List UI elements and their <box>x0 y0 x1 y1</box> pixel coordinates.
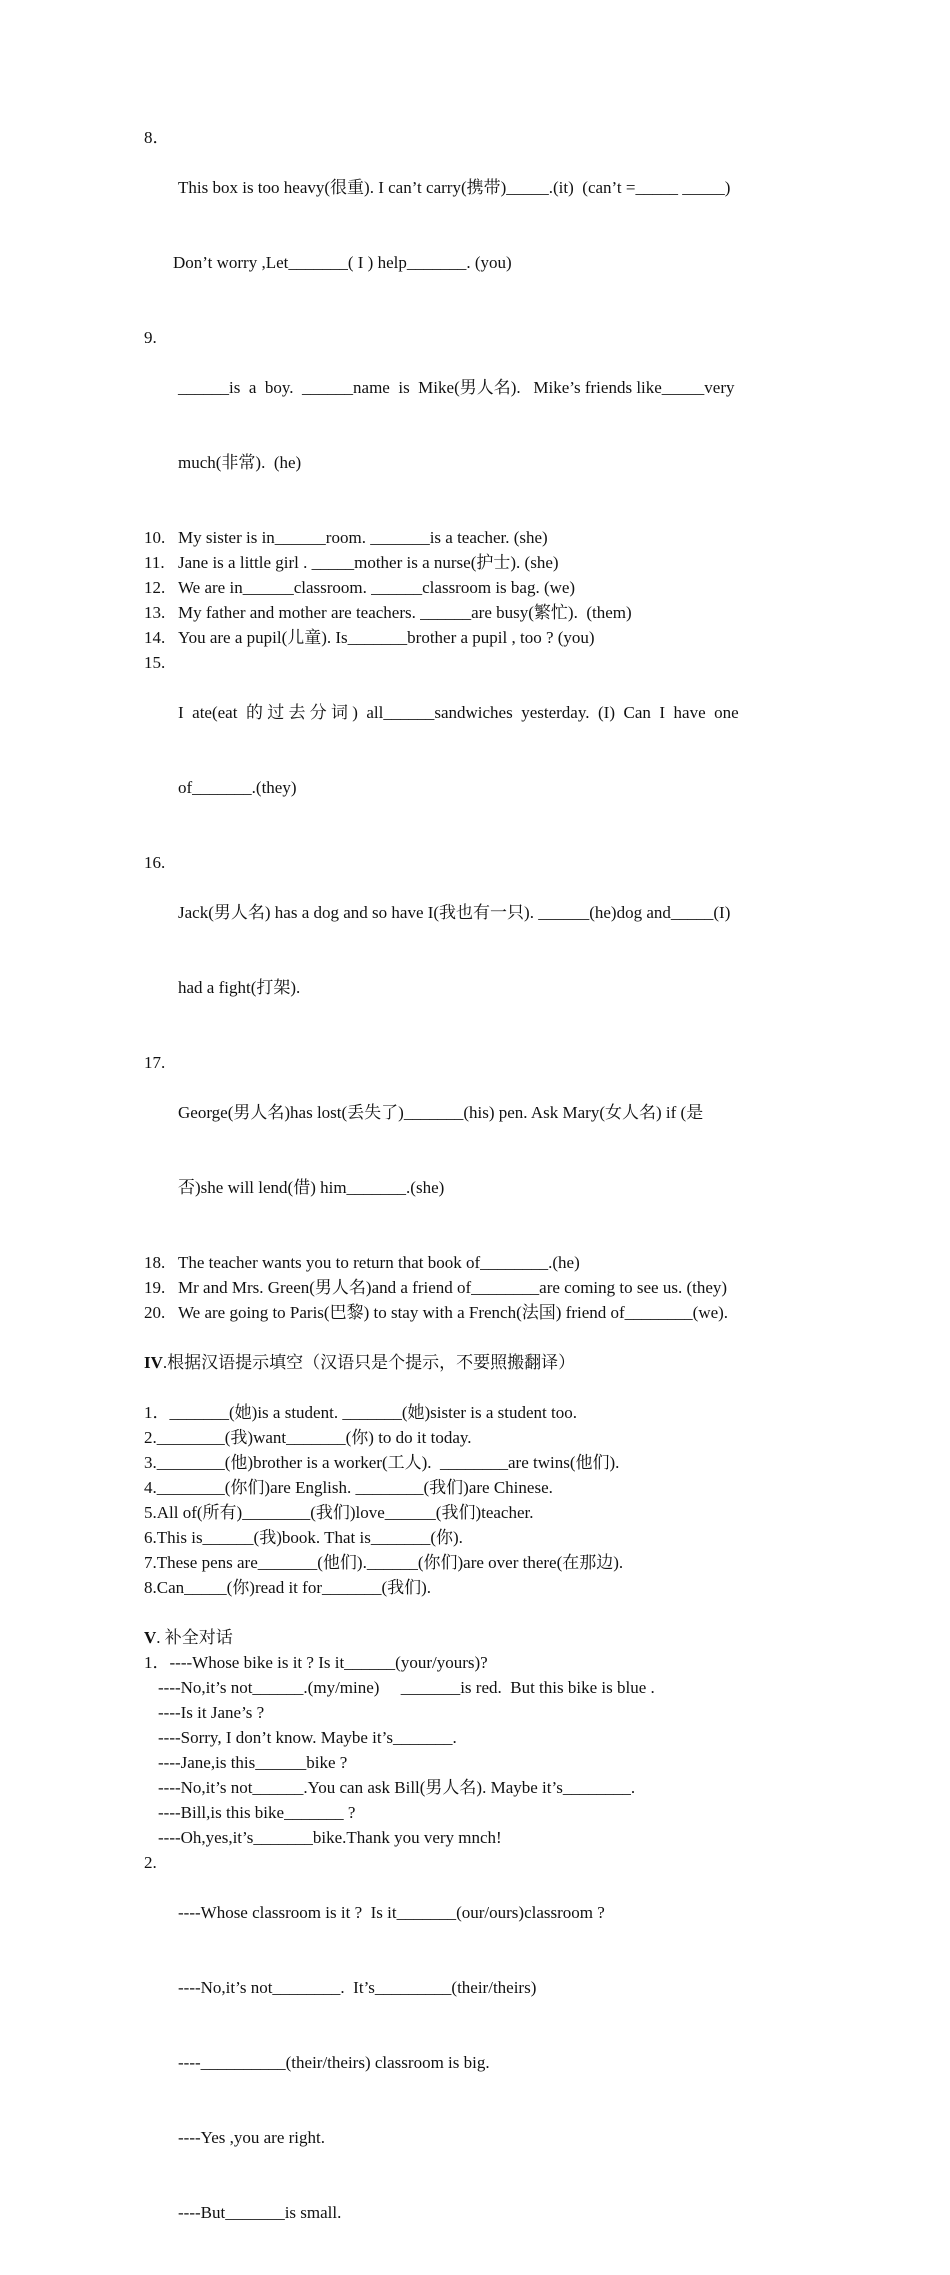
item-line: My sister is in______room. _______is a teacher. (she) <box>178 528 548 547</box>
exercise-item-18 <box>144 1250 814 1275</box>
item-line: This box is too heavy(很重). I can’t carry(携带)_____.(it) (can’t =_____ _____) <box>178 178 731 197</box>
section-5-heading <box>144 1625 950 1650</box>
item-line: George(男人名)has lost(丢失了)_______(his) pen. Ask Mary(女人名) if (是 <box>178 1103 704 1122</box>
exercise-item-20 <box>144 1300 814 1325</box>
fill-in-item-3: 3.________(他)brother is a worker(工人). ________are twins(他们). <box>144 1453 620 1472</box>
dialog-line: ----Yes ,you are right. <box>178 2128 325 2147</box>
section-4-heading <box>144 1350 950 1375</box>
dialog-2-number: 2. <box>144 1853 157 1872</box>
exercise-item-10 <box>144 525 814 550</box>
section-4-numeral: IV <box>144 1353 163 1372</box>
dialog-line: ----Whose classroom is it ? Is it_______(our/ours)classroom ? <box>178 1903 605 1922</box>
exercise-item-8 <box>144 125 814 325</box>
dialog-line: ----No,it’s not______.(my/mine) _______is red. But this bike is blue . <box>158 1678 655 1697</box>
item-number: 11. <box>144 553 165 572</box>
dialog-1 <box>144 1650 950 1850</box>
dialog-line: ----__________(their/theirs) classroom is big. <box>178 2053 490 2072</box>
item-line: Jane is a little girl . _____mother is a nurse(护士). (she) <box>178 553 559 572</box>
section-5-title: . 补全对话 <box>156 1628 233 1647</box>
dialog-line: ----Whose bike is it ? Is it______(your/yours)? <box>169 1653 488 1672</box>
item-number: 9. <box>144 328 157 347</box>
exercise-item-19 <box>144 1275 814 1300</box>
item-line: My father and mother are teachers. ______are busy(繁忙). (them) <box>178 603 632 622</box>
item-line: Don’t worry ,Let_______( I ) help_______. (you) <box>173 253 512 272</box>
item-number: 12. <box>144 578 166 597</box>
item-number: 16. <box>144 853 166 872</box>
exercise-item-16 <box>144 850 814 1050</box>
exercise-item-14 <box>144 625 814 650</box>
item-line: much(非常). (he) <box>178 453 302 472</box>
item-line: Jack(男人名) has a dog and so have I(我也有一只). ______(he)dog and_____(I) <box>178 903 731 922</box>
dialog-line: ----Sorry, I don’t know. Maybe it’s_______. <box>158 1728 457 1747</box>
dialog-1-number: 1． <box>144 1653 170 1672</box>
item-line: You are a pupil(儿童). Is_______brother a pupil , too ? (you) <box>178 628 595 647</box>
pronoun-exercise-list <box>0 125 950 1325</box>
item-line: had a fight(打架). <box>178 978 301 997</box>
item-line: Mr and Mrs. Green(男人名)and a friend of________are coming to see us. (they) <box>178 1278 728 1297</box>
item-number: 18. <box>144 1253 166 1272</box>
worksheet-page <box>0 125 950 2275</box>
item-number: 17. <box>144 1053 166 1072</box>
item-number: 10. <box>144 528 166 547</box>
exercise-item-11 <box>144 550 814 575</box>
exercise-item-15 <box>144 650 814 850</box>
fill-in-item-1: 1．_______(她)is a student. _______(她)sister is a student too. <box>144 1403 577 1422</box>
fill-in-item-4: 4.________(你们)are English. ________(我们)are Chinese. <box>144 1478 553 1497</box>
item-line: ______is a boy. ______name is Mike(男人名). Mike’s friends like_____very <box>178 378 735 397</box>
item-number: 8． <box>144 128 170 147</box>
item-number: 20. <box>144 1303 166 1322</box>
exercise-item-17 <box>144 1050 814 1250</box>
exercise-item-9 <box>144 325 814 525</box>
fill-in-item-6: 6.This is______(我)book. That is_______(你). <box>144 1528 463 1547</box>
dialog-2 <box>144 1850 814 2275</box>
section-4-title: .根据汉语提示填空（汉语只是个提示，不要照搬翻译） <box>162 1353 576 1372</box>
exercise-item-13 <box>144 600 814 625</box>
section-5-numeral: V <box>144 1628 157 1647</box>
item-number: 13. <box>144 603 166 622</box>
item-line: The teacher wants you to return that book of________.(he) <box>178 1253 580 1272</box>
fill-in-item-8: 8.Can_____(你)read it for_______(我们). <box>144 1578 432 1597</box>
item-line: of_______.(they) <box>178 778 297 797</box>
fill-in-item-7: 7.These pens are_______(他们).______(你们)are over there(在那边). <box>144 1553 624 1572</box>
item-line: We are going to Paris(巴黎) to stay with a French(法国) friend of________(we). <box>178 1303 729 1322</box>
dialog-line: ----Bill,is this bike_______ ? <box>158 1803 356 1822</box>
fill-in-item-5: 5.All of(所有)________(我们)love______(我们)teacher. <box>144 1503 534 1522</box>
item-line: 否)she will lend(借) him_______.(she) <box>178 1178 445 1197</box>
dialog-line: ----Jane,is this______bike ? <box>158 1753 348 1772</box>
dialog-line: ----No,it’s not______.You can ask Bill(男人名). Maybe it’s________. <box>158 1778 636 1797</box>
fill-in-list <box>144 1400 950 1600</box>
dialog-line: ----Is it Jane’s ? <box>158 1703 265 1722</box>
item-number: 14. <box>144 628 166 647</box>
exercise-item-12 <box>144 575 814 600</box>
dialog-line: ----Oh,yes,it’s_______bike.Thank you very mnch! <box>158 1828 502 1847</box>
dialog-line: ----No,it’s not________. It’s_________(their/theirs) <box>178 1978 537 1997</box>
item-line: I ate(eat 的 过 去 分 词 ) all______sandwiches yesterday. (I) Can I have one <box>178 703 739 722</box>
item-line: We are in______classroom. ______classroom is bag. (we) <box>178 578 576 597</box>
fill-in-item-2: 2.________(我)want_______(你) to do it today. <box>144 1428 472 1447</box>
dialog-line: ----But_______is small. <box>178 2203 342 2222</box>
dialog-1-first-line <box>144 1650 950 1675</box>
item-number: 15. <box>144 653 166 672</box>
item-number: 19. <box>144 1278 166 1297</box>
